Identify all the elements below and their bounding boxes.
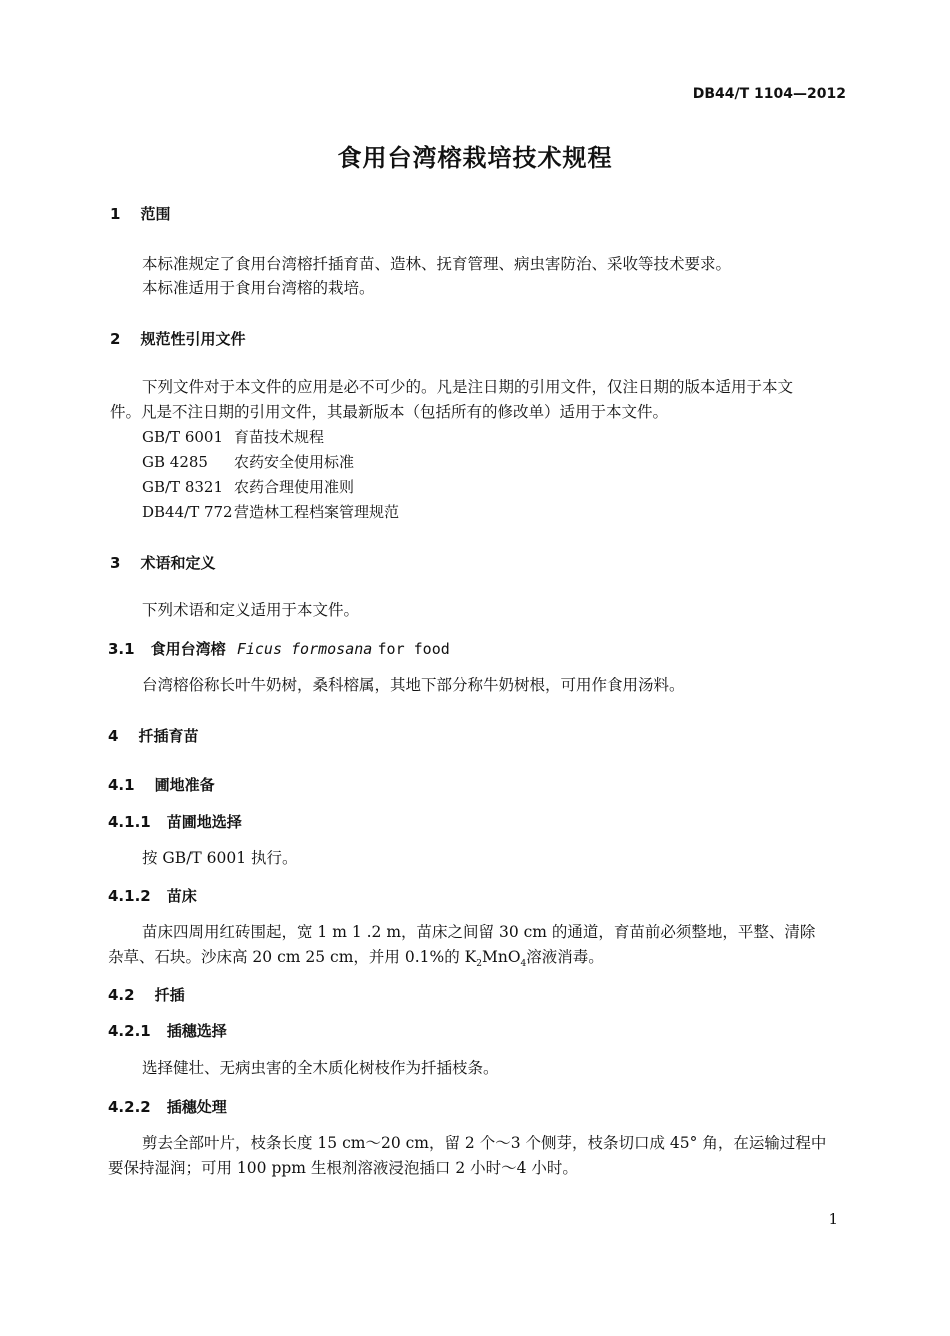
subsection-number: 4.1.2 xyxy=(108,887,151,905)
reference-row xyxy=(142,499,399,524)
term-latin-name: Ficus formosana xyxy=(236,640,373,658)
section-3-heading xyxy=(110,552,215,573)
subsection-4-2-2-line-2: 要保持湿润；可用 100 ppm 生根剂溶液浸泡插口 2 小时～4 小时。 xyxy=(108,1159,578,1177)
subsection-number: 4.2.1 xyxy=(108,1022,151,1040)
section-2-paragraph-line-2: 件。凡是不注日期的引用文件，其最新版本（包括所有的修改单）适用于本文件。 xyxy=(110,403,669,421)
subsection-4-2-2-heading xyxy=(108,1096,227,1117)
reference-code: GB/T 8321 xyxy=(142,477,224,496)
section-number: 1 xyxy=(110,205,121,223)
subsection-title: 插穗选择 xyxy=(166,1022,227,1040)
term-name: 食用台湾榕 xyxy=(150,640,226,658)
term-number: 3.1 xyxy=(108,640,135,658)
subsection-title: 苗圃地选择 xyxy=(166,813,242,831)
section-1-heading xyxy=(110,203,170,224)
section-number: 3 xyxy=(110,554,121,572)
reference-code: GB/T 6001 xyxy=(142,427,224,446)
subsection-4-2-2-line-1: 剪去全部叶片，枝条长度 15 cm～20 cm，留 2 个～3 个侧芽，枝条切口成 45° 角，在运输过程中 xyxy=(142,1134,827,1152)
document-title: 食用台湾榕栽培技术规程 xyxy=(337,144,613,172)
reference-row xyxy=(142,424,399,449)
reference-code: DB44/T 772 xyxy=(142,502,233,521)
text-segment: 杂草、石块。沙床高 20 cm 25 cm，并用 0.1%的 K xyxy=(108,948,477,966)
subsection-title: 苗床 xyxy=(166,887,197,905)
section-4-heading xyxy=(108,725,198,746)
subsection-title: 扦插 xyxy=(154,986,185,1004)
subsection-4-1-heading xyxy=(108,774,215,795)
subscript: 4 xyxy=(520,959,527,970)
subsection-4-1-1-heading xyxy=(108,811,242,832)
reference-name: 育苗技术规程 xyxy=(234,428,325,446)
section-3-paragraph: 下列术语和定义适用于本文件。 xyxy=(142,601,360,619)
reference-row xyxy=(142,449,399,474)
standard-number: DB44/T 1104—2012 xyxy=(692,86,846,102)
text-segment: MnO xyxy=(481,948,521,966)
subsection-title: 插穗处理 xyxy=(166,1098,227,1116)
reference-name: 农药合理使用准则 xyxy=(234,478,355,496)
subsection-4-1-2-line-1: 苗床四周用红砖围起，宽 1 m 1 .2 m，苗床之间留 30 cm 的通道，育苗前必须整地，平整、清除 xyxy=(142,923,816,941)
subsection-4-2-heading xyxy=(108,984,185,1005)
section-2-paragraph-line-1: 下列文件对于本文件的应用是必不可少的。凡是注日期的引用文件，仅注日期的版本适用于本文 xyxy=(142,378,794,396)
subsection-4-1-1-paragraph: 按 GB/T 6001 执行。 xyxy=(142,849,298,867)
text-segment: 溶液消毒。 xyxy=(526,948,604,966)
section-title: 范围 xyxy=(140,205,171,223)
subsection-number: 4.1.1 xyxy=(108,813,151,831)
reference-name: 营造林工程档案管理规范 xyxy=(234,503,400,521)
subsection-number: 4.2.2 xyxy=(108,1098,151,1116)
subsection-4-2-1-paragraph: 选择健壮、无病虫害的全木质化树枝作为扦插枝条。 xyxy=(142,1059,499,1077)
section-number: 2 xyxy=(110,330,121,348)
reference-row xyxy=(142,474,399,499)
subsection-number: 4.1 xyxy=(108,776,135,794)
term-3-1-definition: 台湾榕俗称长叶牛奶树，桑科榕属，其地下部分称牛奶树根，可用作食用汤料。 xyxy=(142,676,685,694)
reference-code: GB 4285 xyxy=(142,452,208,471)
subscript: 2 xyxy=(476,959,482,970)
subsection-4-1-2-line-2 xyxy=(108,945,604,977)
page-number: 1 xyxy=(828,1210,838,1228)
section-1-paragraph-2: 本标准适用于食用台湾榕的栽培。 xyxy=(142,279,375,297)
section-number: 4 xyxy=(108,727,119,745)
section-title: 扦插育苗 xyxy=(138,727,199,745)
reference-name: 农药安全使用标准 xyxy=(234,453,355,471)
subsection-4-1-2-heading xyxy=(108,885,197,906)
term-latin-suffix: for food xyxy=(377,640,450,658)
section-2-heading xyxy=(110,328,245,349)
subsection-4-2-1-heading xyxy=(108,1020,227,1041)
section-title: 规范性引用文件 xyxy=(140,330,246,348)
subsection-number: 4.2 xyxy=(108,986,135,1004)
section-title: 术语和定义 xyxy=(140,554,216,572)
normative-references-list xyxy=(142,424,399,524)
subsection-title: 圃地准备 xyxy=(154,776,215,794)
section-1-paragraph-1: 本标准规定了食用台湾榕扦插育苗、造林、抚育管理、病虫害防治、采收等技术要求。 xyxy=(142,255,732,273)
term-3-1-heading xyxy=(108,638,450,659)
